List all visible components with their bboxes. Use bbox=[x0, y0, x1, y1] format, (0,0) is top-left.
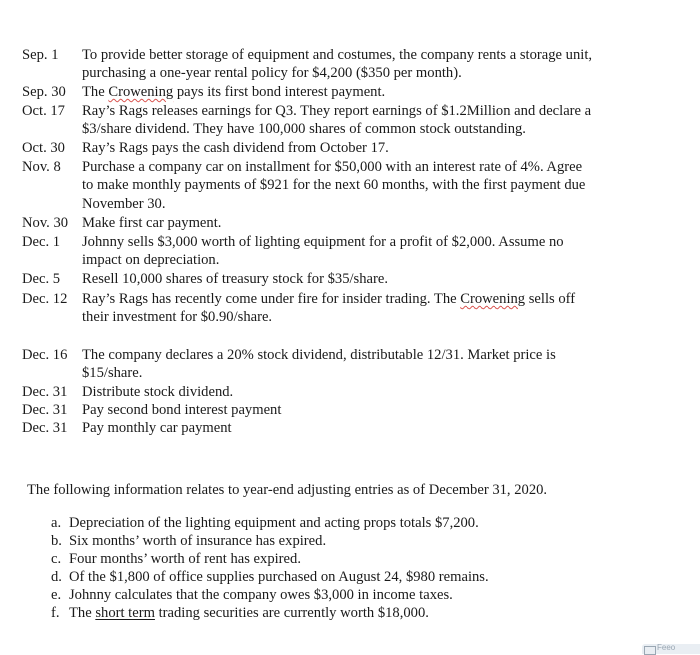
adjusting-intro: The following information relates to year-end adjusting entries as of December 31, 2020. bbox=[27, 482, 548, 498]
adjustment-f bbox=[51, 604, 429, 622]
entry-text bbox=[82, 158, 682, 213]
entry-line: Resell 10,000 shares of treasury stock for $35/share. bbox=[82, 271, 388, 287]
spellcheck-word: Crowening bbox=[108, 84, 174, 100]
entry-text bbox=[82, 401, 682, 419]
entry-date: Nov. 8 bbox=[22, 159, 61, 175]
entry-line: November 30. bbox=[82, 195, 166, 212]
entry-text bbox=[82, 346, 682, 383]
text-part: trading securities are currently worth $18,000. bbox=[154, 605, 429, 621]
adjustment-label: f. bbox=[51, 605, 60, 621]
adjustment-c bbox=[51, 550, 301, 568]
entry-text bbox=[82, 46, 682, 83]
adjustment-text: Depreciation of the lighting equipment and acting props totals $7,200. bbox=[69, 515, 479, 531]
adjustment-b bbox=[51, 532, 326, 550]
adjustment-a bbox=[51, 514, 479, 532]
adjustment-text: Six months’ worth of insurance has expired. bbox=[69, 533, 327, 549]
entry-date: Dec. 5 bbox=[22, 271, 61, 287]
entry-text bbox=[82, 290, 682, 327]
adjustment-text: Of the $1,800 of office supplies purchased on August 24, $980 remains. bbox=[69, 569, 489, 585]
entry-text bbox=[82, 270, 682, 288]
entry-line: Ray’s Rags releases earnings for Q3. They report earnings of $1.2Million and declare a bbox=[82, 103, 592, 119]
entry-line: $15/share. bbox=[82, 365, 143, 382]
entry-text bbox=[82, 214, 682, 232]
spellcheck-word: Crowening bbox=[460, 291, 526, 307]
text-part: pays its first bond interest payment. bbox=[173, 84, 386, 100]
entry-line bbox=[82, 290, 682, 308]
adjustment-label: b. bbox=[51, 533, 62, 549]
entry-text bbox=[82, 102, 682, 139]
entry-date: Dec. 12 bbox=[22, 291, 68, 307]
adjustment-d bbox=[51, 568, 489, 586]
entry-date: Oct. 30 bbox=[22, 140, 65, 156]
entry-date: Dec. 31 bbox=[22, 384, 68, 400]
entry-line: their investment for $0.90/share. bbox=[82, 309, 273, 326]
entry-line: $3/share dividend. They have 100,000 shares of common stock outstanding. bbox=[82, 121, 526, 138]
entry-line: Johnny sells $3,000 worth of lighting equipment for a profit of $2,000. Assume no bbox=[82, 234, 564, 250]
adjustment-text: Johnny calculates that the company owes $3,000 in income taxes. bbox=[69, 587, 453, 603]
entry-date: Oct. 17 bbox=[22, 103, 65, 119]
entry-line: Make first car payment. bbox=[82, 215, 222, 231]
entry-date: Dec. 16 bbox=[22, 347, 68, 363]
adjustment-label: a. bbox=[51, 515, 62, 531]
underlined-term: short term bbox=[95, 605, 155, 621]
text-part: The bbox=[82, 84, 109, 100]
entry-text bbox=[82, 383, 682, 401]
entry-line: Ray’s Rags pays the cash dividend from October 17. bbox=[82, 140, 389, 156]
entry-date: Sep. 30 bbox=[22, 84, 66, 100]
entry-line: Pay monthly car payment bbox=[82, 420, 232, 436]
adjustment-text: Four months’ worth of rent has expired. bbox=[69, 551, 301, 567]
entry-line: to make monthly payments of $921 for the next 60 months, with the first payment due bbox=[82, 177, 586, 194]
entry-date: Nov. 30 bbox=[22, 215, 69, 231]
adjustment-label: c. bbox=[51, 551, 62, 567]
feedback-corner-button[interactable] bbox=[642, 644, 700, 654]
entry-text bbox=[82, 139, 682, 157]
adjustment-label: e. bbox=[51, 587, 62, 603]
entry-text bbox=[82, 83, 682, 101]
entry-line: purchasing a one-year rental policy for $4,200 ($350 per month). bbox=[82, 65, 462, 82]
entry-date: Sep. 1 bbox=[22, 47, 59, 63]
entry-line: Pay second bond interest payment bbox=[82, 402, 282, 418]
entry-line bbox=[82, 83, 682, 101]
entry-date: Dec. 31 bbox=[22, 420, 68, 436]
adjustment-e bbox=[51, 586, 453, 604]
text-part: The bbox=[69, 605, 96, 621]
entry-text bbox=[82, 233, 682, 270]
entry-line: To provide better storage of equipment and costumes, the company rents a storage unit, bbox=[82, 47, 593, 63]
entry-text bbox=[82, 419, 682, 437]
entry-date: Dec. 1 bbox=[22, 234, 61, 250]
entry-line: Purchase a company car on installment for $50,000 with an interest rate of 4%. Agree bbox=[82, 159, 583, 175]
entry-line: impact on depreciation. bbox=[82, 252, 220, 269]
feedback-label: Feeo bbox=[657, 643, 676, 652]
entry-date: Dec. 31 bbox=[22, 402, 68, 418]
entry-line: The company declares a 20% stock dividend, distributable 12/31. Market price is bbox=[82, 347, 556, 363]
adjustment-label: d. bbox=[51, 569, 62, 585]
text-part: Ray’s Rags has recently come under fire for insider trading. The bbox=[82, 291, 461, 307]
entry-line: Distribute stock dividend. bbox=[82, 384, 234, 400]
text-part: sells off bbox=[525, 291, 576, 307]
